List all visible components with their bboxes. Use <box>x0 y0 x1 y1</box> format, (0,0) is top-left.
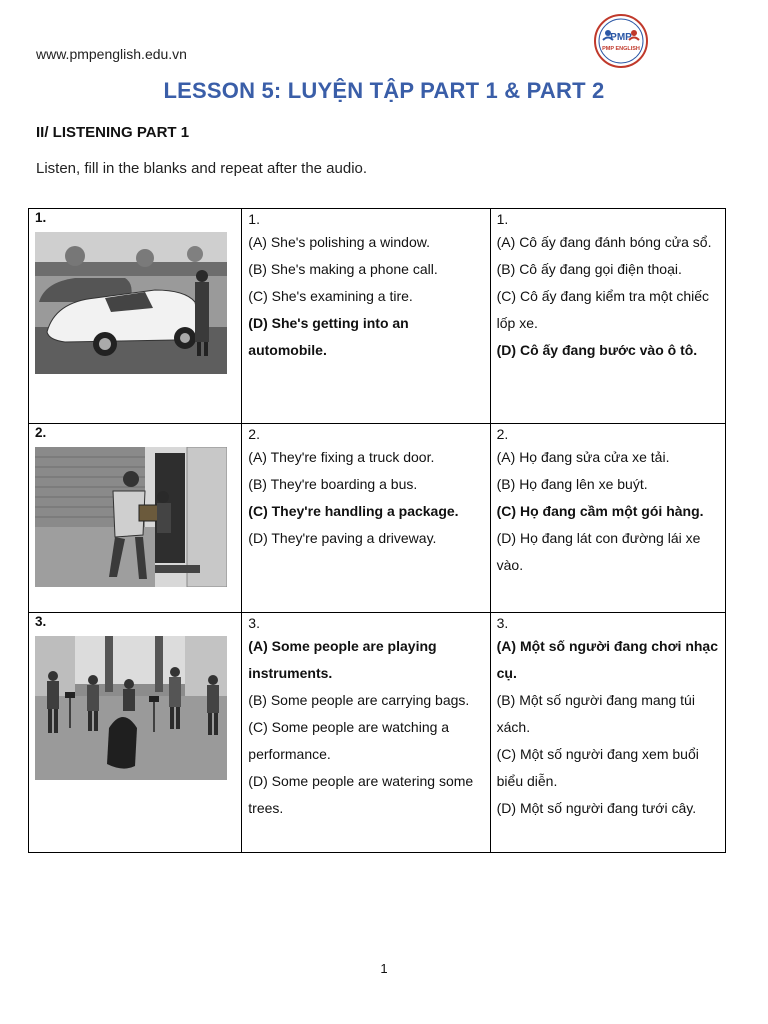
option-d: (D) They're paving a driveway. <box>248 530 437 546</box>
car-woman-photo <box>35 232 227 374</box>
option-d-correct: (D) She's getting into an automobile. <box>248 315 409 358</box>
section-heading: II/ LISTENING PART 1 <box>36 124 190 141</box>
option-b: (B) They're boarding a bus. <box>248 476 418 492</box>
vietnamese-options <box>490 613 725 853</box>
option-number: 2. <box>496 426 509 442</box>
question-label: 1. <box>35 210 47 225</box>
musicians-photo <box>35 636 227 780</box>
english-options <box>242 613 490 853</box>
option-c-correct: (C) Họ đang cầm một gói hàng. <box>496 503 704 519</box>
lesson-title: LESSON 5: LUYỆN TẬP PART 1 & PART 2 <box>163 78 605 103</box>
english-options <box>242 209 490 424</box>
svg-text:PMP: PMP <box>610 32 632 43</box>
option-c: (C) Một số người đang xem buổi biểu diễn. <box>496 746 699 789</box>
option-b: (B) Cô ấy đang gọi điện thoại. <box>496 261 682 277</box>
vietnamese-options <box>490 209 725 424</box>
option-c: (C) Cô ấy đang kiểm tra một chiếc lốp xe. <box>496 288 710 331</box>
svg-text:PMP ENGLISH: PMP ENGLISH <box>602 46 640 52</box>
table-row <box>29 209 726 424</box>
option-d: (D) Một số người đang tưới cây. <box>496 800 697 816</box>
option-number: 1. <box>496 211 509 227</box>
option-number: 1. <box>248 211 260 227</box>
option-d-correct: (D) Cô ấy đang bước vào ô tô. <box>496 342 698 358</box>
site-url[interactable]: www.pmpenglish.edu.vn <box>36 46 187 62</box>
option-a: (A) Họ đang sửa cửa xe tải. <box>496 449 670 465</box>
photo-cell <box>29 209 242 424</box>
option-d: (D) Họ đang lát con đường lái xe vào. <box>496 530 701 573</box>
option-a-correct: (A) Một số người đang chơi nhạc cụ. <box>496 638 719 681</box>
option-b: (B) Họ đang lên xe buýt. <box>496 476 648 492</box>
option-a: (A) They're fixing a truck door. <box>248 449 435 465</box>
option-b: (B) Một số người đang mang túi xách. <box>496 692 695 735</box>
option-c-correct: (C) They're handling a package. <box>248 503 459 519</box>
option-a-correct: (A) Some people are playing instruments. <box>248 638 437 681</box>
option-a: (A) She's polishing a window. <box>248 234 430 250</box>
option-b: (B) She's making a phone call. <box>248 261 438 277</box>
option-c: (C) Some people are watching a performance. <box>248 719 450 762</box>
photo-cell <box>29 424 242 613</box>
option-number: 3. <box>248 615 260 631</box>
option-a: (A) Cô ấy đang đánh bóng cửa sổ. <box>496 234 712 250</box>
vietnamese-options <box>490 424 725 613</box>
instruction-text: Listen, fill in the blanks and repeat after the audio. <box>36 160 368 177</box>
option-d: (D) Some people are watering some trees. <box>248 773 474 816</box>
truck-package-photo <box>35 447 227 587</box>
option-number: 2. <box>248 426 260 442</box>
english-options <box>242 424 490 613</box>
pmp-english-logo <box>593 13 649 69</box>
option-number: 3. <box>496 615 509 631</box>
question-table <box>28 208 726 853</box>
question-label: 3. <box>35 614 47 629</box>
option-b: (B) Some people are carrying bags. <box>248 692 470 708</box>
table-row <box>29 424 726 613</box>
table-row <box>29 613 726 853</box>
page-number: 1 <box>380 961 388 976</box>
option-c: (C) She's examining a tire. <box>248 288 413 304</box>
question-label: 2. <box>35 425 47 440</box>
photo-cell <box>29 613 242 853</box>
